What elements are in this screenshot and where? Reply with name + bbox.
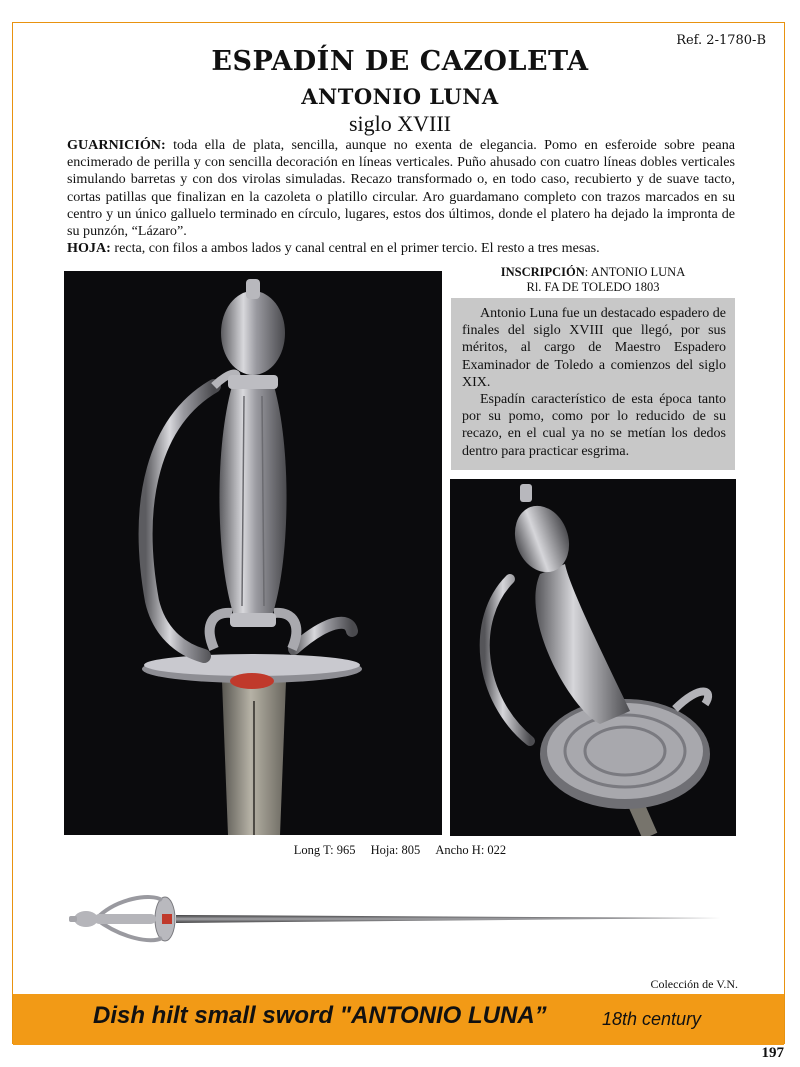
hilt-photo-small [450,479,736,836]
inscription-text: : ANTONIO LUNA [584,265,686,279]
hilt-photo-large [64,271,442,835]
guarnicion-label: GUARNICIÓN: [67,137,166,153]
dimension-width: Ancho H: 022 [435,843,507,857]
banner-century: 18th century [602,1009,702,1029]
note-paragraph-1: Antonio Luna fue un destacado espadero de finales del siglo XVIII que llegó, por sus méritos, al cargo de Maestro Espadero Examinador de Toledo a comienzos del siglo XIX. [462,306,726,390]
dimensions-line [0,843,800,858]
hoja-text: recta, con filos a ambos lados y canal central en el primer tercio. El resto a tres mesas. [114,240,600,257]
guarnicion-text: toda ella de plata, sencilla, aunque no exenta de elegancia. Pomo en esferoide sobre peana encimerado de perilla y con sencilla decoración en líneas verticales. Puño ahusado con cuatro líneas dobles verticales simulando barretas y con dos virolas simuladas. Recazo transformado o, en todo caso, recubierto y de suave tacto, cortas patillas que finalizan en la cazoleta o platillo circular. Aro guardamano completo con trazos marcados en su centro y un único galluelo terminado en círculo, lugares, estos dos últimos, donde el platero ha dejado la impronta de su punzón, “Lázaro”. [67,137,735,240]
page-title: ESPADÍN DE CAZOLETA [211,46,589,77]
page-number: 197 [761,1045,784,1061]
inscription-line-1 [452,265,734,280]
description-paragraph [67,137,735,257]
banner-title: Dish hilt small sword "ANTONIO LUNA” [93,1002,547,1029]
inscription-block [452,265,734,295]
dimension-length: Long T: 965 [293,843,356,857]
century-label: siglo XVIII [348,111,452,136]
inscription-label: INSCRIPCIÓN [500,265,585,279]
note-paragraph-2: Espadín característico de esta época tanto por su pomo, como por lo reducido de su recazo, en el cual ya no se metían los dedos dentro para practicar esgrima. [462,392,726,459]
hilt-illustration-large [64,271,442,835]
inscription-line-2: Rl. FA DE TOLEDO 1803 [526,280,660,294]
hoja-label: HOJA: [67,240,111,257]
note-text [462,305,726,460]
hilt-illustration-small [450,479,736,836]
reference-number: Ref. 2-1780-B [676,33,766,48]
dimension-blade: Hoja: 805 [370,843,421,857]
page-subtitle: ANTONIO LUNA [301,84,499,109]
collection-credit: Colección de V.N. [650,977,738,991]
full-sword-photo [66,888,726,954]
